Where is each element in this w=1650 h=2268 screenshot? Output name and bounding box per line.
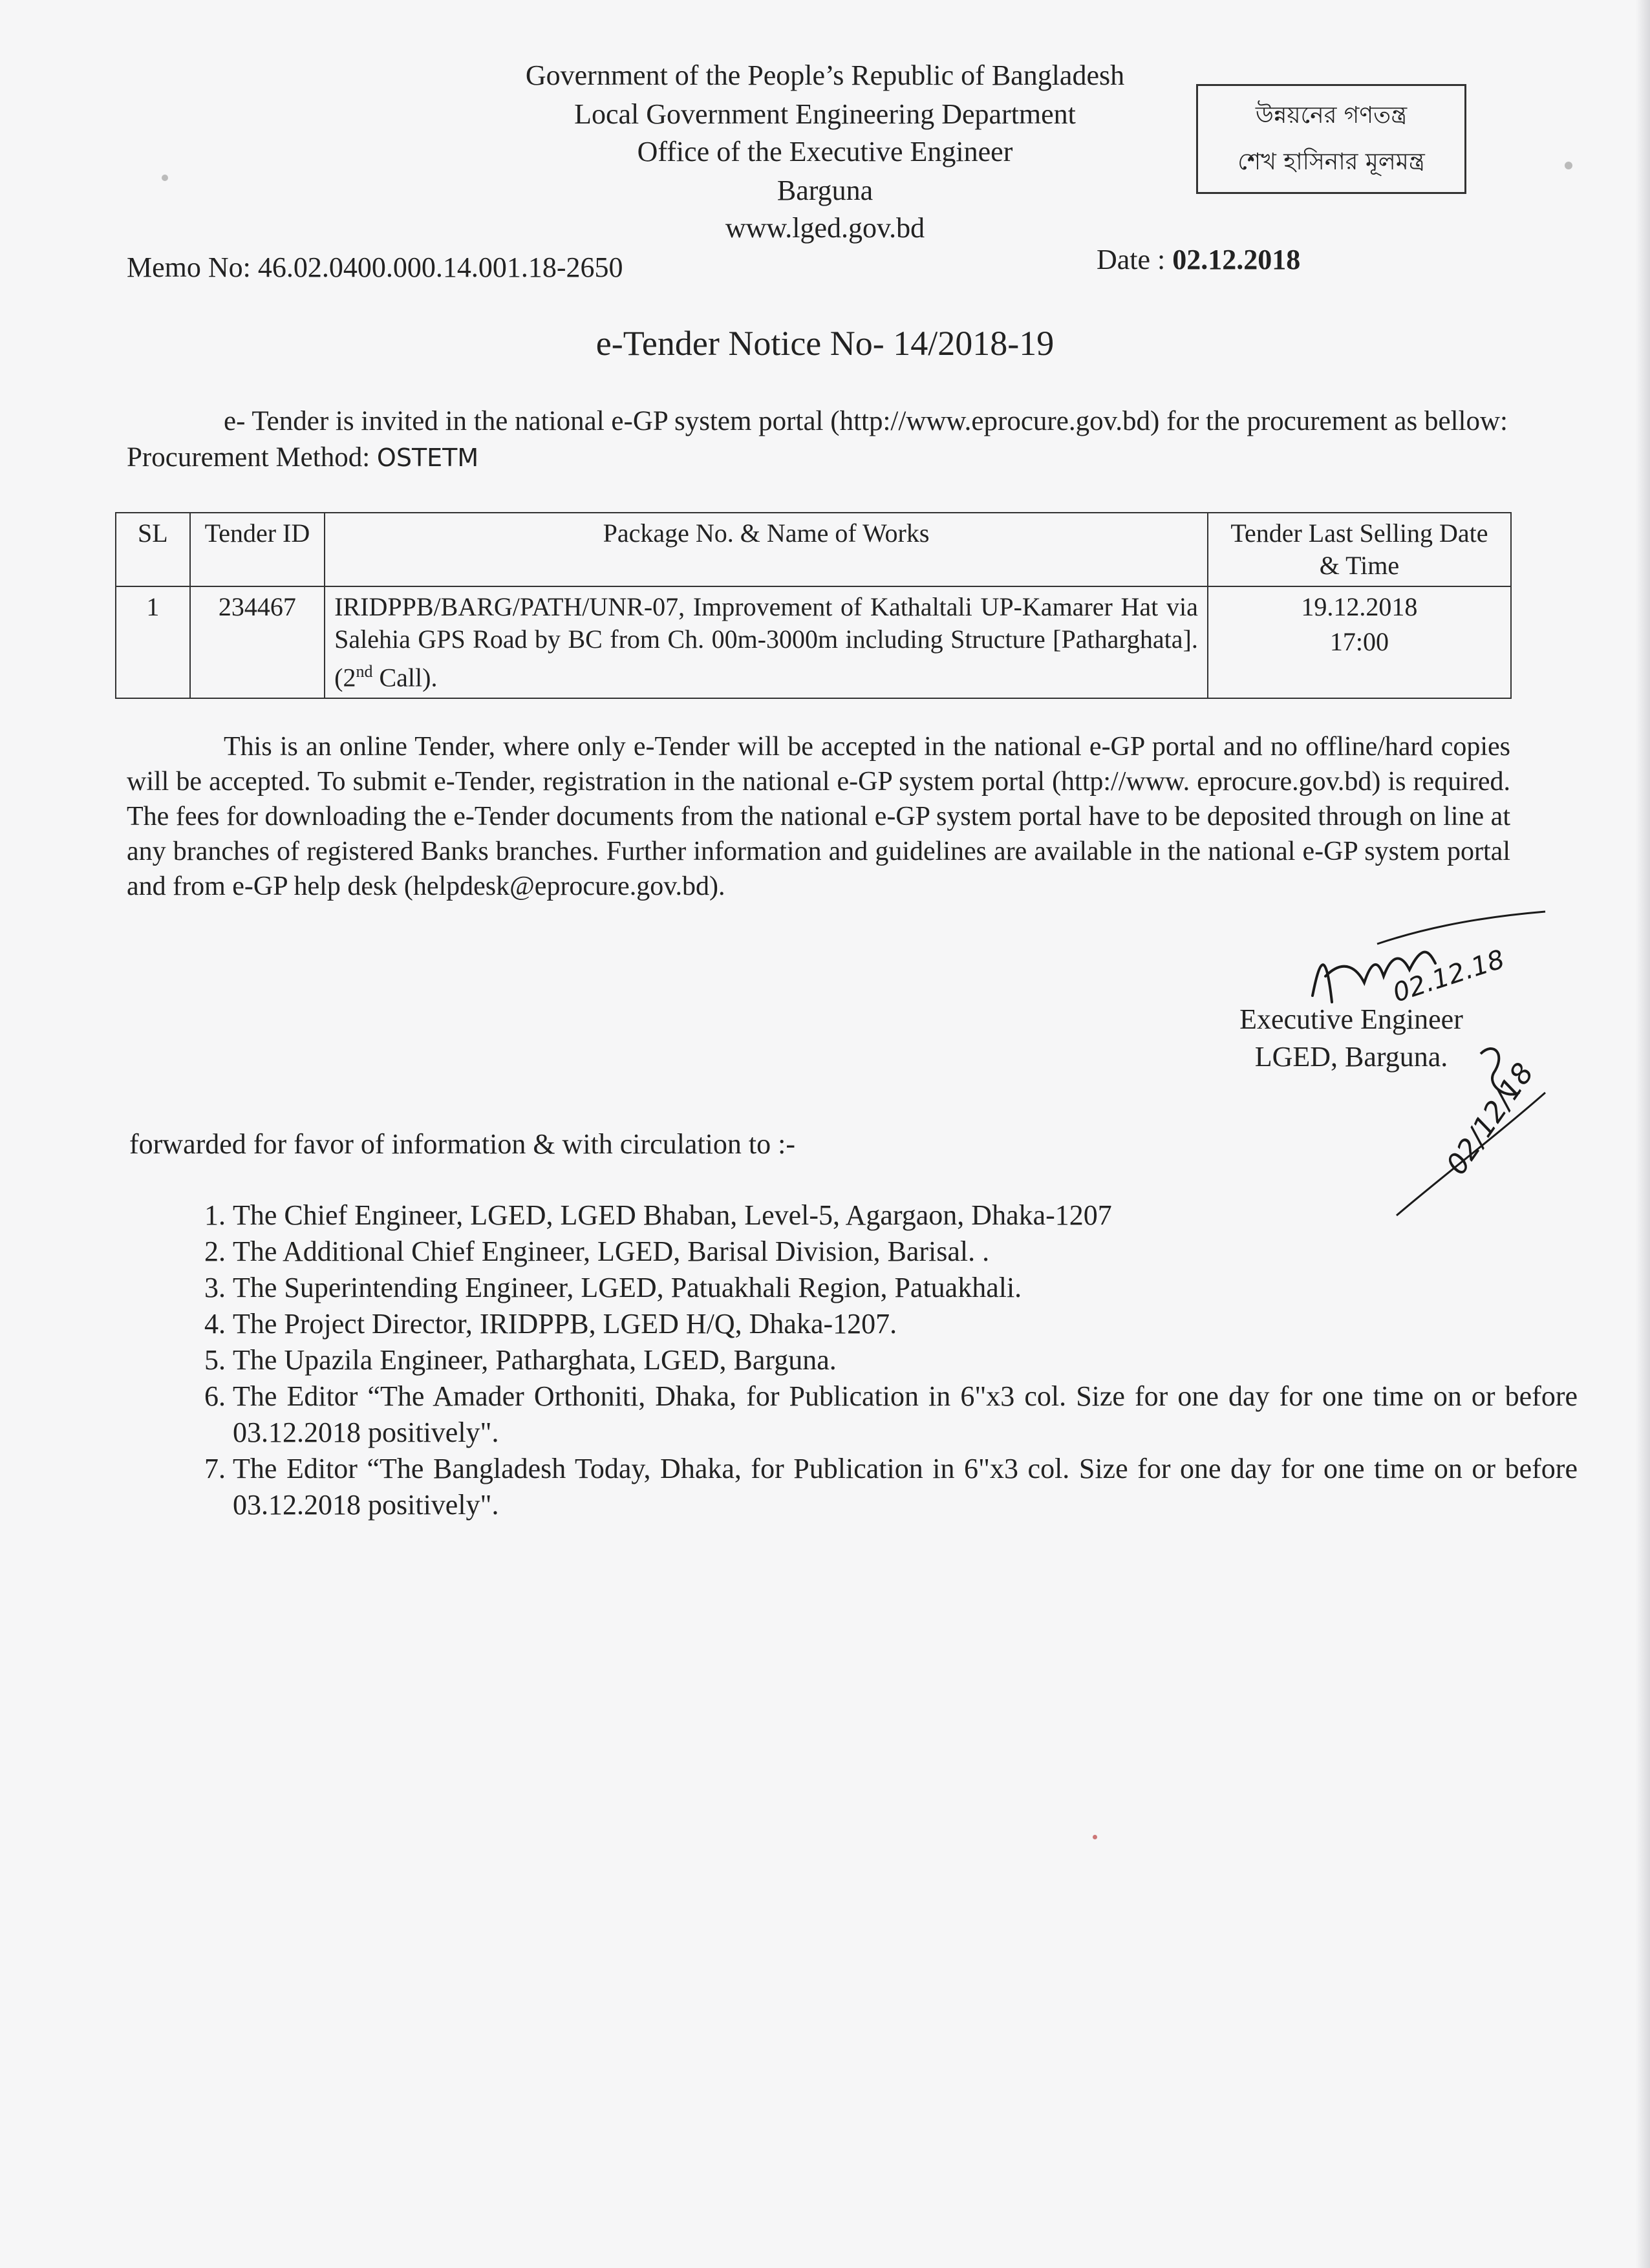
date-label: Date : (1097, 244, 1173, 275)
scan-speck (1093, 1835, 1097, 1839)
works-text: IRIDPPB/BARG/PATH/UNR-07, Improvement of Kathaltali UP-Kamarer Hat via Salehia GPS Road by BC from Ch. 00m-3000m including Structure [Patharghata]. (2 (334, 592, 1198, 692)
signature-date-1: 02.12.18 (1389, 944, 1508, 1009)
list-item: 3. The Superintending Engineer, LGED, Patuakhali Region, Patuakhali. (233, 1270, 1578, 1306)
works-call: Call). (372, 663, 438, 692)
list-item: 5. The Upazila Engineer, Patharghata, LGED, Barguna. (233, 1342, 1578, 1378)
header-sl: SL (116, 513, 190, 586)
memo-number: Memo No: 46.02.0400.000.14.001.18-2650 (127, 251, 623, 283)
recipient-list (168, 1197, 1578, 1523)
tender-table (115, 512, 1512, 699)
last-selling-time: 17:00 (1329, 627, 1389, 656)
letterhead-line-department: Local Government Engineering Department (574, 98, 1076, 130)
date-value: 02.12.2018 (1172, 244, 1301, 275)
letterhead-line-district: Barguna (777, 175, 873, 206)
scan-speck (162, 175, 168, 181)
letterhead-line-website: www.lged.gov.bd (725, 212, 925, 244)
table-row (116, 586, 1511, 698)
header-tender-id: Tender ID (190, 513, 325, 586)
list-item: 1. The Chief Engineer, LGED, LGED Bhaban, Level-5, Agargaon, Dhaka-1207 (233, 1197, 1578, 1234)
works-superscript: nd (356, 662, 373, 681)
intro-paragraph (127, 403, 1508, 476)
slogan-line-2: শেখ হাসিনার মূলমন্ত্র (1238, 149, 1425, 175)
header-last-selling: Tender Last Selling Date & Time (1208, 513, 1511, 586)
forward-note: forwarded for favor of information & with circulation to :- (129, 1128, 796, 1160)
body-paragraph: This is an online Tender, where only e-Tender will be accepted in the national e-GP portal and no offline/hard copies will be accepted. To submit e-Tender, registration in the national e-GP system portal (http://www. eprocure.gov.bd) is required. The fees for downloading the e-Tender documents from the national e-GP system portal have to be deposited through on line at any branches of registered Banks branches. Further information and guidelines are available in the national e-GP system portal and from e-GP help desk (helpdesk@eprocure.gov.bd). (127, 732, 1510, 901)
page-edge-shadow (1636, 0, 1650, 2268)
letterhead-line-office: Office of the Executive Engineer (637, 136, 1013, 167)
list-item: 2. The Additional Chief Engineer, LGED, Barisal Division, Barisal. . (233, 1234, 1578, 1270)
procurement-method: OSTETM (376, 444, 479, 472)
cell-sl: 1 (116, 586, 190, 698)
intro-text: e- Tender is invited in the national e-GP system portal (http://www.eprocure.gov.bd) for the procurement as bellow: Procurement Method: (127, 406, 1508, 473)
memo-date (1097, 243, 1300, 276)
signatory-title: Executive Engineer (1239, 1003, 1463, 1035)
scan-speck (1565, 162, 1572, 169)
slogan-line-1: উন্নয়নের গণতন্ত্র (1255, 102, 1408, 129)
signatory-office: LGED, Barguna. (1254, 1041, 1448, 1073)
list-item: 6. The Editor “The Amader Orthoniti, Dhaka, for Publication in 6"x3 col. Size for one day for one time on or before 03.12.2018 positively". (233, 1378, 1578, 1451)
header-works: Package No. & Name of Works (325, 513, 1208, 586)
signatory-block (1216, 1001, 1487, 1076)
letterhead-line-government: Government of the People’s Republic of Bangladesh (525, 59, 1125, 91)
list-item: 7. The Editor “The Bangladesh Today, Dhaka, for Publication in 6"x3 col. Size for one day for one time on or before 03.12.2018 positively". (233, 1451, 1578, 1523)
cell-works (325, 586, 1208, 698)
slogan-box (1196, 84, 1466, 194)
cell-last-selling (1208, 586, 1511, 698)
cell-tender-id: 234467 (190, 586, 325, 698)
last-selling-date: 19.12.2018 (1301, 592, 1418, 621)
list-item: 4. The Project Director, IRIDPPB, LGED H/Q, Dhaka-1207. (233, 1306, 1578, 1342)
notice-title: e-Tender Notice No- 14/2018-19 (595, 324, 1055, 363)
table-header-row (116, 513, 1511, 586)
signature-date-2: 02/12/18 (1440, 1057, 1541, 1181)
